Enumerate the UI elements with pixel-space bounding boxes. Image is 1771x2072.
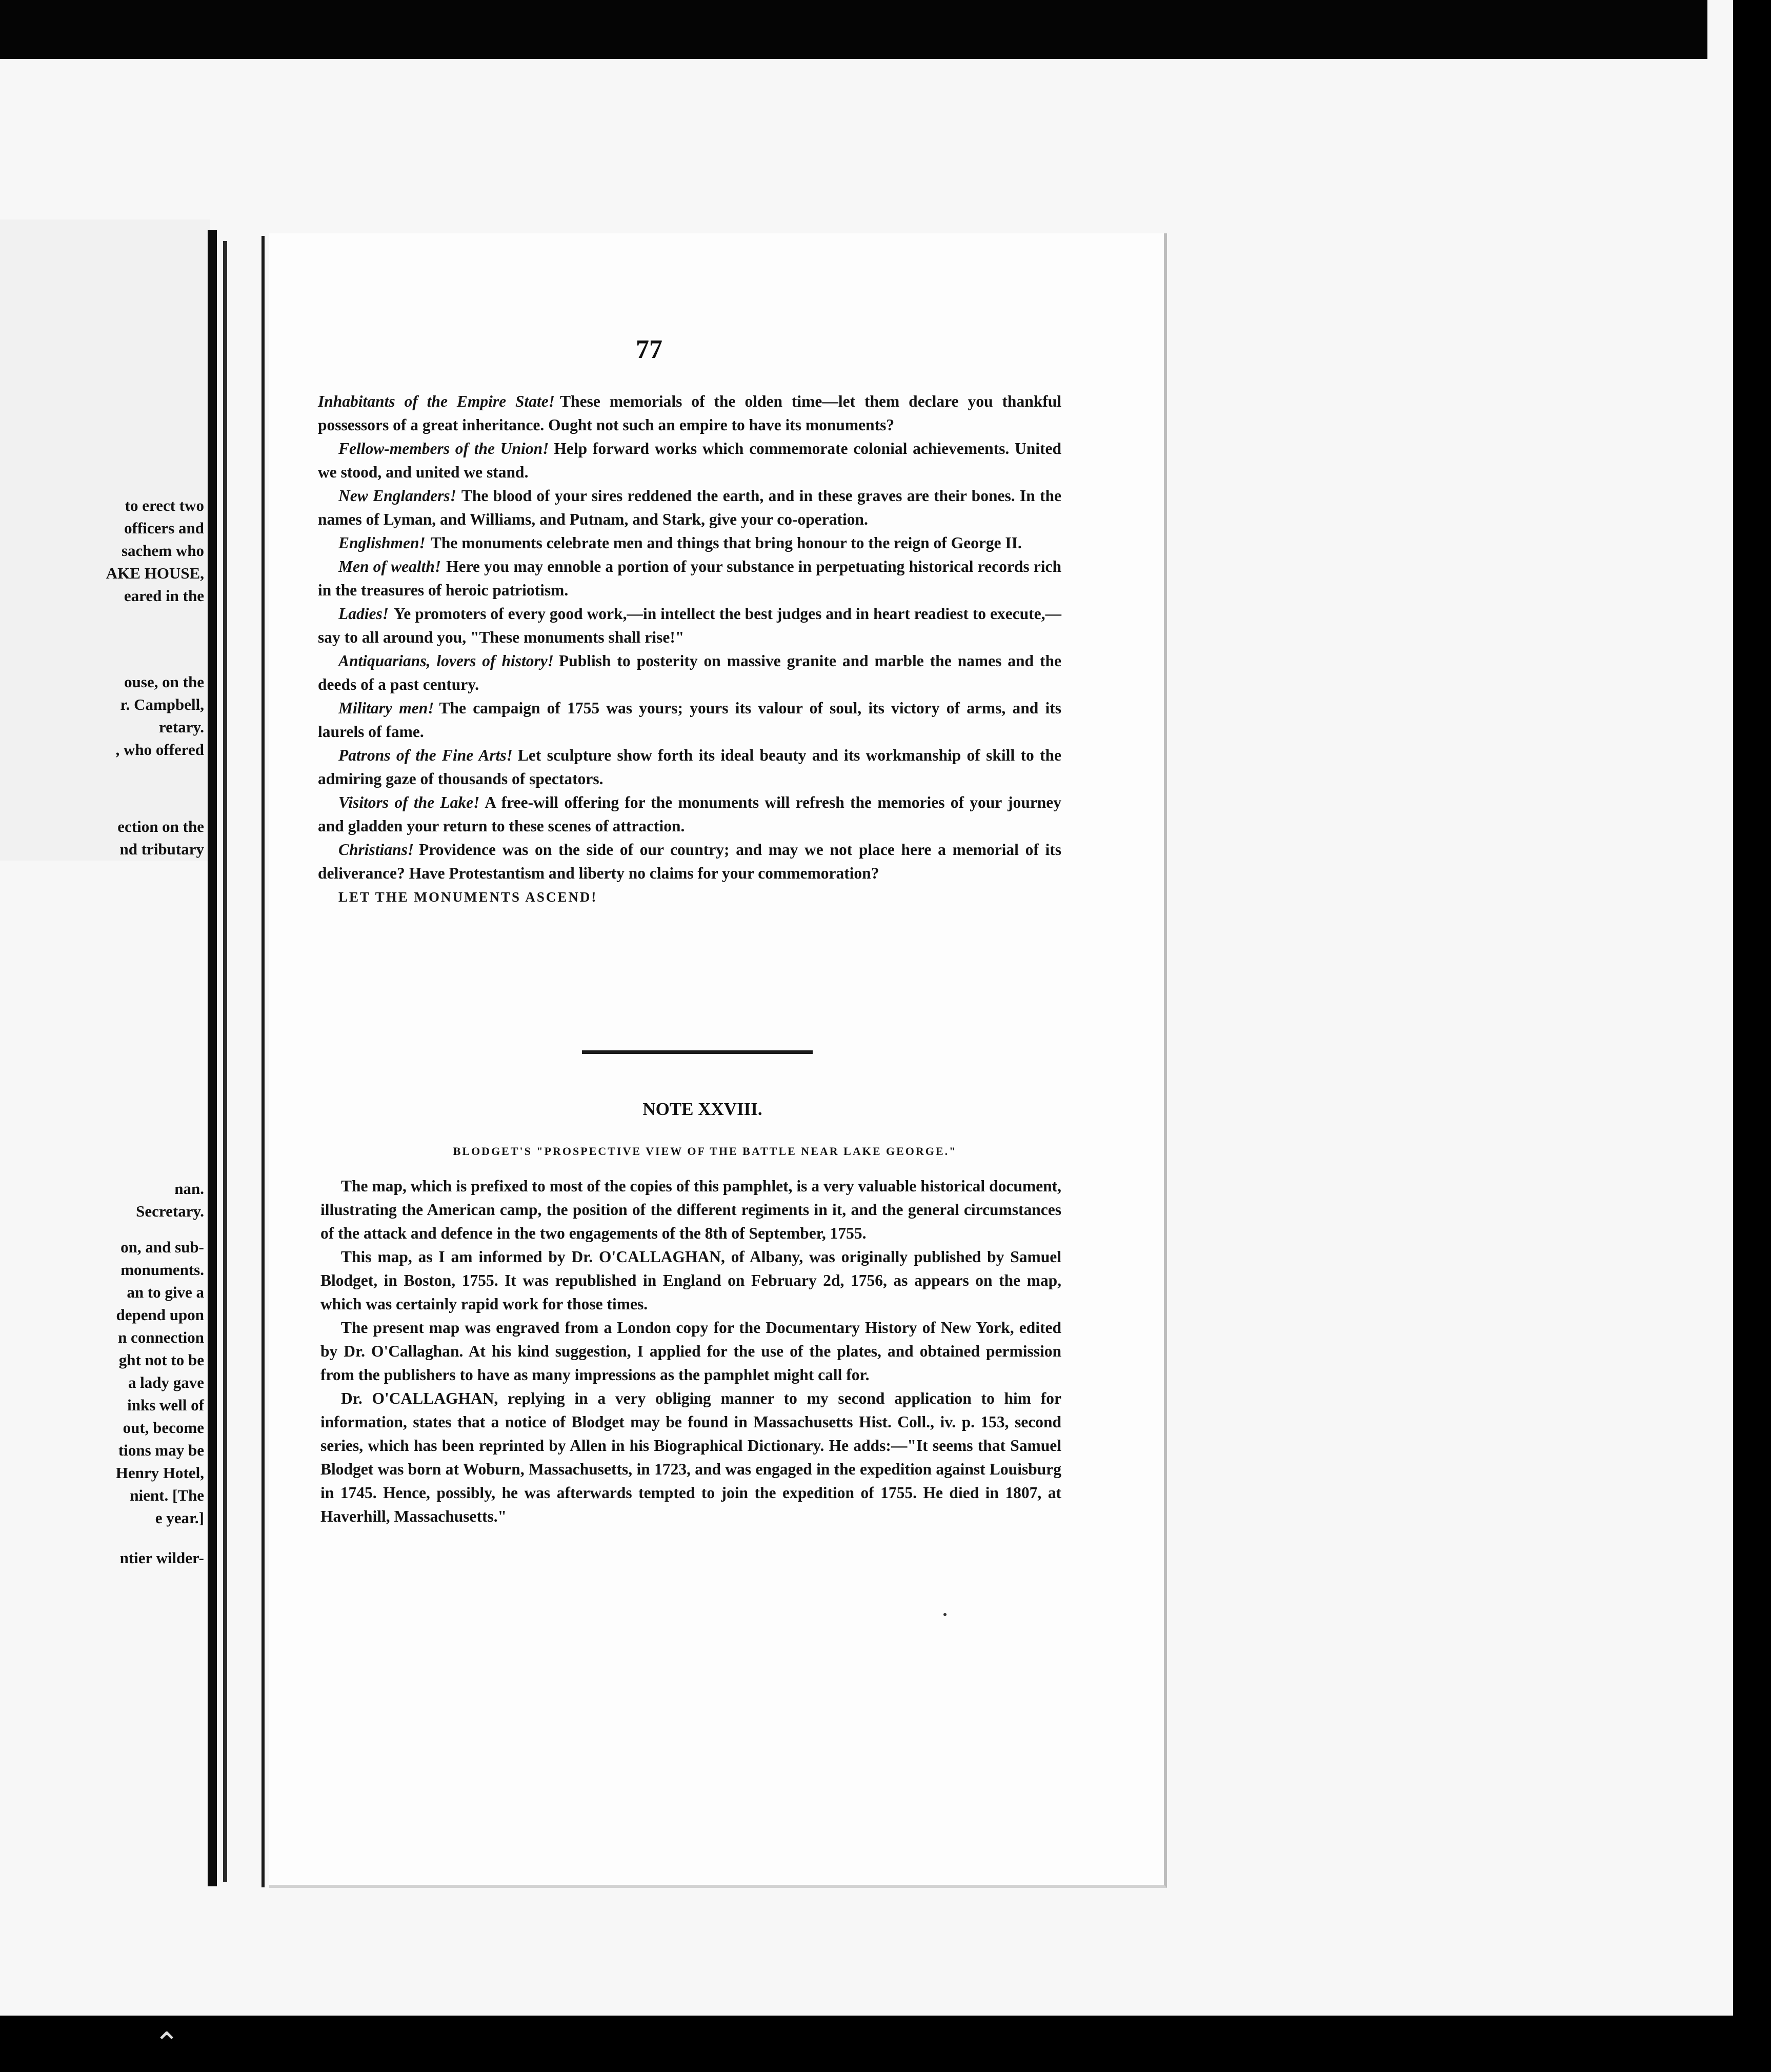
left-page-line: on, and sub- — [120, 1238, 204, 1256]
appeal-paragraph — [318, 696, 1061, 744]
appeal-paragraph — [318, 531, 1061, 555]
left-page-line: sachem who — [121, 542, 204, 560]
page-edge — [261, 236, 265, 1887]
appeal-paragraph — [318, 390, 1061, 437]
left-page-line: officers and — [124, 519, 204, 537]
left-page-line: monuments. — [120, 1261, 204, 1279]
appeal-lead: Antiquarians, lovers of history! — [338, 652, 554, 670]
appeal-paragraph — [318, 602, 1061, 649]
appeals-section — [318, 390, 1061, 909]
note-body — [320, 1174, 1061, 1528]
book-gutter — [208, 230, 217, 1886]
appeal-lead: New Englanders! — [338, 487, 456, 505]
page-number: 77 — [636, 335, 662, 364]
note-title: NOTE XXVIII. — [642, 1099, 762, 1119]
left-page-line: nd tributary — [119, 840, 204, 858]
left-page-line: AKE HOUSE, — [106, 564, 204, 582]
left-page-line: nan. — [174, 1180, 204, 1198]
left-page-line: an to give a — [127, 1283, 204, 1301]
appeal-lead: Inhabitants of the Empire State! — [318, 392, 555, 410]
previous-page-fragment-lower — [0, 861, 210, 1604]
scan-bottom-border — [0, 2016, 1771, 2072]
appeal-text: These memorials of the olden time—let them declare you thankful possessors of a great inheritance. Ought not such an empire to have its monuments? — [318, 392, 1061, 434]
appeal-text: Here you may ennoble a portion of your substance in perpetuating historical records rich in the treasures of heroic patriotism. — [318, 557, 1061, 599]
left-page-line: , who offered — [115, 741, 204, 759]
left-page-line: inks well of — [127, 1396, 204, 1414]
left-page-line: ouse, on the — [124, 673, 204, 691]
left-page-line: a lady gave — [128, 1373, 204, 1391]
appeal-paragraph — [318, 484, 1061, 531]
left-page-line: ght not to be — [118, 1351, 204, 1369]
left-page-line: ntier wilder- — [119, 1549, 204, 1567]
left-page-line: Secretary. — [136, 1202, 204, 1220]
book-gutter-shadow — [223, 241, 227, 1882]
appeal-paragraph — [318, 838, 1061, 885]
appeal-lead: Visitors of the Lake! — [338, 793, 480, 811]
appeal-text: The campaign of 1755 was yours; yours its valour of soul, its victory of arms, and its laurels of fame. — [318, 699, 1062, 741]
note-paragraph: The present map was engraved from a London copy for the Documentary History of New York, edited by Dr. O'Callaghan. At his kind suggestion, I applied for the use of the plates, and obtained permission from the publishers to have as many impressions as the pamphlet might call for. — [320, 1319, 1061, 1384]
previous-page-fragment — [0, 220, 210, 861]
appeal-lead: Military men! — [338, 699, 434, 717]
note-paragraph: The map, which is prefixed to most of the copies of this pamphlet, is a very valuable historical document, illustrating the American camp, the position of the different regiments in it, and the general circumstances of the attack and defence in the two engagements of the 8th of September, 1755. — [320, 1177, 1061, 1242]
scan-right-border — [1733, 0, 1771, 2072]
appeal-paragraph — [318, 437, 1061, 484]
note-paragraph: Dr. O'CALLAGHAN, replying in a very obliging manner to my second application to him for information, states that a notice of Blodget may be found in Massachusetts Hist. Coll., iv. p. 153, second series, which has been reprinted by Allen in his Biographical Dictionary. He adds:—"It seems that Samuel Blodget was born at Woburn, Massachusetts, in 1723, and was engaged in the expedition against Louisburg in 1745. Hence, possibly, he was afterwards tempted to join the expedition of 1755. He died in 1807, at Haverhill, Massachusetts." — [320, 1389, 1061, 1525]
left-page-line: depend upon — [116, 1306, 204, 1324]
section-divider — [582, 1050, 813, 1054]
appeal-text: The monuments celebrate men and things that bring honour to the reign of George II. — [430, 534, 1022, 552]
ink-speck — [943, 1613, 947, 1616]
appeal-paragraph — [318, 649, 1061, 696]
left-page-line: n connection — [118, 1328, 204, 1346]
appeal-text: Let sculpture show forth its ideal beauty and its workmanship of skill to the admiring gaze of thousands of spectators. — [318, 746, 1061, 788]
appeal-text: Ye promoters of every good work,—in intellect the best judges and in heart readiest to execute,—say to all around you, "These monuments shall rise!" — [318, 605, 1061, 646]
appeal-lead: Englishmen! — [338, 534, 426, 552]
note-paragraph: This map, as I am informed by Dr. O'CALLAGHAN, of Albany, was originally published by Samuel Blodget, in Boston, 1755. It was republished in England on February 2d, 1756, as appears on the map, which was certainly rapid work for those times. — [320, 1248, 1061, 1313]
closing-line: LET THE MONUMENTS ASCEND! — [338, 889, 598, 905]
appeal-text: Help forward works which commemorate colonial achievements. United we stood, and united we stand. — [318, 440, 1061, 481]
appeal-lead: Christians! — [338, 841, 414, 859]
appeal-text: A free-will offering for the monuments will refresh the memories of your journey and gladden your return to these scenes of attraction. — [318, 793, 1061, 835]
appeal-paragraph — [318, 791, 1061, 838]
left-page-line: to erect two — [125, 496, 204, 514]
appeal-lead: Men of wealth! — [338, 557, 441, 575]
left-page-line: ection on the — [117, 818, 204, 835]
scan-top-border — [0, 0, 1707, 59]
appeal-lead: Patrons of the Fine Arts! — [338, 746, 513, 764]
note-subtitle: BLODGET'S "PROSPECTIVE VIEW OF THE BATTLE NEAR LAKE GEORGE." — [453, 1145, 957, 1158]
appeal-lead: Fellow-members of the Union! — [338, 440, 549, 457]
left-page-line: tions may be — [118, 1441, 204, 1459]
appeal-text: Providence was on the side of our country; and may we not place here a memorial of its deliverance? Have Protestantism and liberty no claims for your commemoration? — [318, 841, 1061, 882]
left-page-line: retary. — [158, 718, 204, 736]
left-page-line: r. Campbell, — [120, 695, 204, 713]
appeal-paragraph — [318, 555, 1061, 602]
left-page-line: Henry Hotel, — [115, 1464, 204, 1482]
left-page-line: eared in the — [124, 587, 204, 605]
appeal-paragraph — [318, 744, 1061, 791]
left-page-line: nient. [The — [130, 1486, 204, 1504]
scan-corner-mark: ⌃ — [154, 2027, 180, 2061]
appeal-text: The blood of your sires reddened the earth, and in these graves are their bones. In the names of Lyman, and Williams, and Putnam, and Stark, give your co-operation. — [318, 487, 1061, 528]
left-page-line: e year.] — [155, 1509, 204, 1527]
appeal-text: Publish to posterity on massive granite and marble the names and the deeds of a past century. — [318, 652, 1061, 693]
appeal-lead: Ladies! — [338, 605, 389, 623]
left-page-line: out, become — [123, 1419, 204, 1437]
